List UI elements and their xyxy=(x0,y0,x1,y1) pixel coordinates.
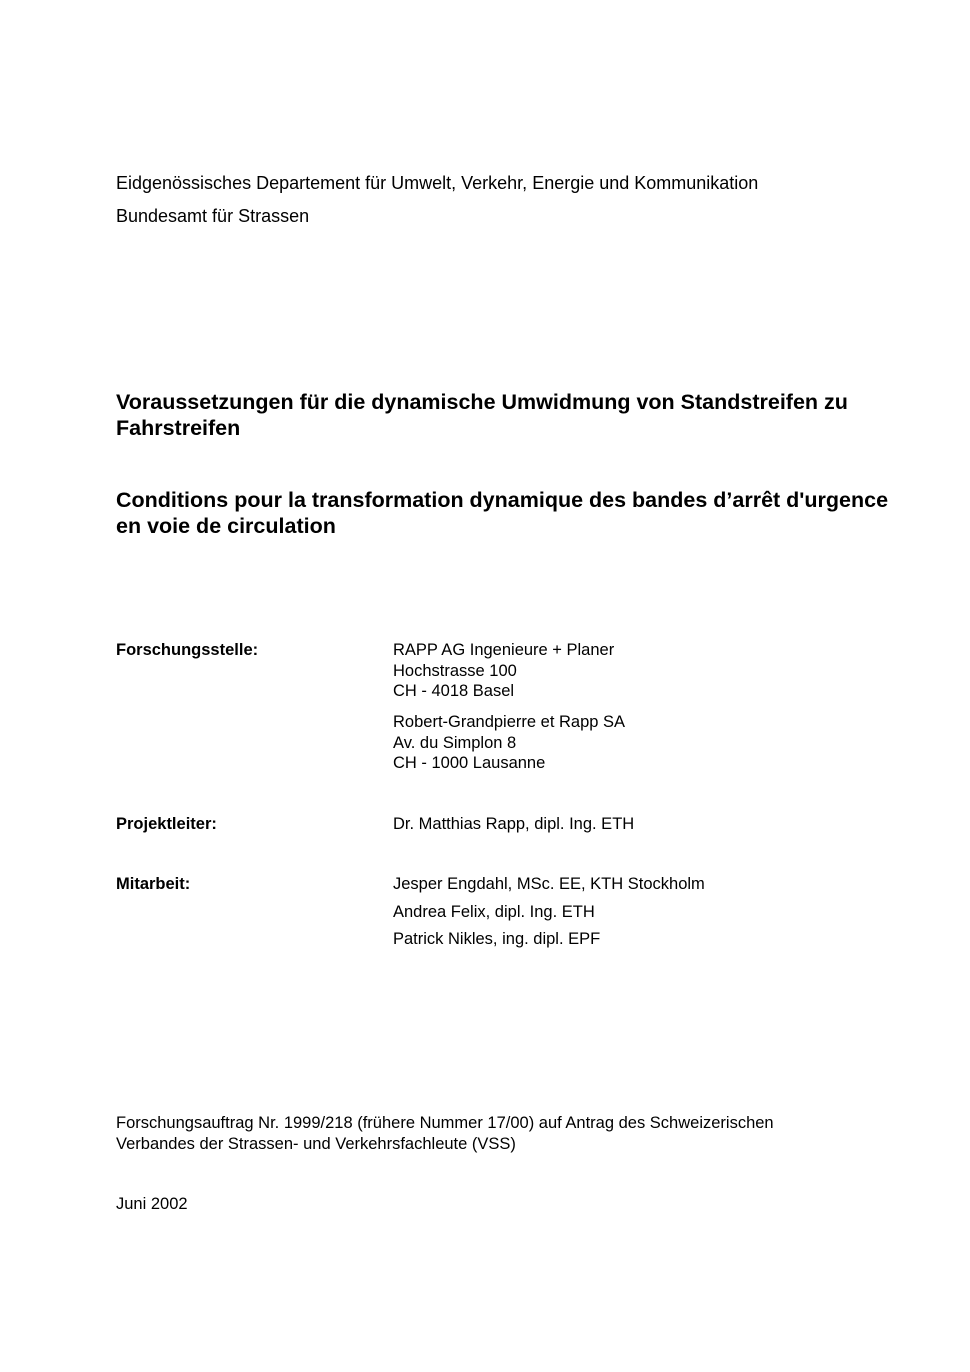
org2-city: CH - 1000 Lausanne xyxy=(393,754,546,772)
research-org-2 xyxy=(393,712,625,774)
org2-name: Robert-Grandpierre et Rapp SA xyxy=(393,713,626,731)
collaborator-2: Andrea Felix, dipl. Ing. ETH xyxy=(393,903,595,921)
contract-line-1: Forschungsauftrag Nr. 1999/218 (frühere Nummer 17/00) auf Antrag des Schweizerischen xyxy=(116,1114,774,1132)
research-org-1 xyxy=(393,640,614,702)
collaborator-3: Patrick Nikles, ing. dipl. EPF xyxy=(393,930,601,948)
org1-city: CH - 4018 Basel xyxy=(393,682,515,700)
office-name: Bundesamt für Strassen xyxy=(116,206,310,226)
project-lead-name: Dr. Matthias Rapp, dipl. Ing. ETH xyxy=(393,815,635,833)
contract-line-2: Verbandes der Strassen- und Verkehrsfachleute (VSS) xyxy=(116,1135,516,1153)
org1-name: RAPP AG Ingenieure + Planer xyxy=(393,641,615,659)
collaborator-1: Jesper Engdahl, MSc. EE, KTH Stockholm xyxy=(393,875,705,893)
collaborators-label: Mitarbeit: xyxy=(116,875,191,893)
title-german: Voraussetzungen für die dynamische Umwidmung von Standstreifen zu Fahrstreifen xyxy=(116,390,848,440)
title-french: Conditions pour la transformation dynamique des bandes d’arrêt d'urgence en voie de circulation xyxy=(116,488,889,538)
department-name: Eidgenössisches Departement für Umwelt, Verkehr, Energie und Kommunikation xyxy=(116,173,759,193)
org1-street: Hochstrasse 100 xyxy=(393,661,517,680)
project-lead-label: Projektleiter: xyxy=(116,815,217,833)
publication-date: Juni 2002 xyxy=(116,1195,188,1213)
org2-street: Av. du Simplon 8 xyxy=(393,733,517,752)
research-body-label: Forschungsstelle: xyxy=(116,641,259,659)
